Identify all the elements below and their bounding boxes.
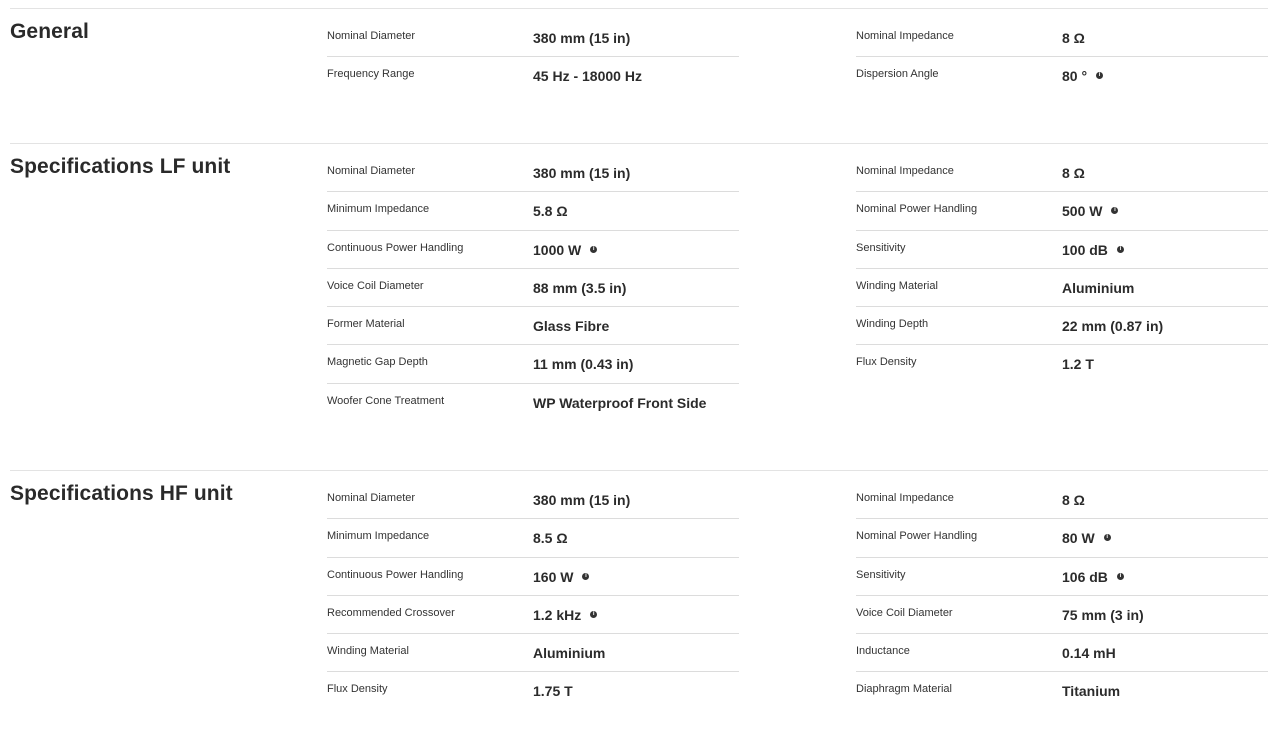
spec-column-right [856, 154, 1268, 384]
spec-label: Flux Density [856, 356, 917, 369]
spec-value [1062, 203, 1118, 219]
info-icon[interactable]: i [1117, 573, 1124, 580]
spec-label: Nominal Diameter [327, 30, 416, 42]
spec-value [533, 280, 626, 296]
spec-value-text: 75 mm (3 in) [1062, 606, 1144, 623]
spec-label: Voice Coil Diameter [327, 279, 424, 292]
spec-value [533, 569, 589, 585]
spec-value-text: Glass Fibre [533, 318, 610, 335]
spec-value-text: 1.2 T [1062, 356, 1094, 373]
spec-label: Sensitivity [856, 568, 906, 581]
spec-value [533, 530, 568, 546]
spec-label: Voice Coil Diameter [856, 606, 953, 619]
spec-label: Nominal Power Handling [856, 203, 978, 216]
spec-label: Continuous Power Handling [327, 568, 464, 581]
info-icon[interactable]: i [1104, 534, 1111, 541]
spec-label: Nominal Impedance [856, 30, 954, 42]
spec-label: Recommended Crossover [327, 606, 455, 619]
spec-value [1062, 165, 1085, 181]
spec-value [1062, 30, 1085, 46]
spec-label: Magnetic Gap Depth [327, 356, 428, 369]
spec-row [856, 345, 1268, 383]
spec-row [327, 19, 739, 57]
section-divider [10, 8, 1268, 9]
spec-label: Nominal Diameter [327, 165, 416, 177]
spec-value-text: 8.5 Ω [533, 530, 568, 547]
spec-row [856, 19, 1268, 57]
spec-label: Winding Material [327, 645, 409, 658]
spec-row [327, 672, 739, 710]
spec-value-text: 45 Hz - 18000 Hz [533, 68, 642, 85]
spec-value-text: 8 Ω [1062, 30, 1085, 46]
spec-label: Sensitivity [856, 241, 906, 254]
spec-label: Nominal Power Handling [856, 530, 978, 543]
spec-label: Winding Material [856, 279, 938, 292]
spec-row [327, 596, 739, 634]
spec-value [533, 203, 568, 219]
section-divider [10, 470, 1268, 471]
spec-label: Continuous Power Handling [327, 241, 464, 254]
spec-row [856, 269, 1268, 307]
spec-row [327, 481, 739, 519]
spec-row [856, 672, 1268, 710]
spec-value-text: 11 mm (0.43 in) [533, 356, 634, 373]
spec-label: Frequency Range [327, 68, 415, 81]
spec-row [327, 307, 739, 345]
spec-value-text: 100 dB [1062, 241, 1108, 258]
spec-value [1062, 645, 1116, 661]
spec-value [533, 68, 642, 84]
spec-row [327, 154, 739, 192]
spec-column-left [327, 481, 739, 711]
spec-value-text: 1000 W [533, 241, 582, 258]
section-divider [10, 143, 1268, 144]
spec-row [327, 269, 739, 307]
spec-row [856, 307, 1268, 345]
spec-row [856, 231, 1268, 269]
spec-value [1062, 280, 1134, 296]
spec-column-left [327, 154, 739, 422]
spec-value [533, 165, 630, 181]
spec-column-left [327, 19, 739, 96]
spec-row [327, 231, 739, 269]
info-icon[interactable]: i [582, 573, 589, 580]
spec-value [1062, 569, 1124, 585]
spec-value-text: 8 Ω [1062, 492, 1085, 508]
spec-row [327, 192, 739, 230]
spec-value [533, 607, 597, 623]
spec-row [856, 558, 1268, 596]
spec-value-text: Titanium [1062, 683, 1121, 700]
spec-value-text: 160 W [533, 568, 574, 585]
spec-row [327, 558, 739, 596]
spec-value [1062, 530, 1111, 546]
spec-row [856, 481, 1268, 519]
spec-label: Inductance [856, 645, 910, 658]
spec-label: Nominal Diameter [327, 492, 416, 504]
spec-value-text: 380 mm (15 in) [533, 165, 631, 181]
spec-value-text: WP Waterproof Front Side [533, 394, 707, 411]
spec-label: Minimum Impedance [327, 203, 430, 216]
spec-column-right [856, 19, 1268, 96]
spec-value [1062, 318, 1163, 334]
spec-row [856, 154, 1268, 192]
spec-label: Winding Depth [856, 318, 929, 331]
spec-row [327, 384, 739, 422]
spec-label: Nominal Impedance [856, 165, 954, 177]
spec-value [1062, 607, 1144, 623]
spec-value [533, 683, 573, 699]
spec-row [856, 57, 1268, 95]
spec-value [533, 395, 706, 411]
spec-value [533, 242, 597, 258]
spec-value-text: Aluminium [1062, 279, 1135, 296]
spec-label: Dispersion Angle [856, 68, 939, 81]
spec-value-text: 1.75 T [533, 683, 573, 700]
spec-value-text: 1.2 kHz [533, 606, 582, 623]
spec-value-text: 80 W [1062, 530, 1095, 547]
info-icon[interactable]: i [1111, 207, 1118, 214]
spec-value-text: 500 W [1062, 203, 1103, 220]
spec-value [1062, 68, 1103, 84]
spec-value [1062, 683, 1120, 699]
spec-row [856, 596, 1268, 634]
spec-row [327, 345, 739, 383]
spec-row [856, 192, 1268, 230]
section-title: Specifications LF unit [10, 155, 231, 178]
spec-column-right [856, 481, 1268, 711]
info-icon[interactable]: i [1096, 72, 1103, 79]
spec-label: Nominal Impedance [856, 492, 954, 504]
spec-row [327, 634, 739, 672]
spec-value [533, 356, 633, 372]
info-icon[interactable]: i [590, 611, 597, 618]
spec-value-text: 0.14 mH [1062, 645, 1116, 662]
spec-value-text: 380 mm (15 in) [533, 30, 631, 46]
spec-value-text: 22 mm (0.87 in) [1062, 318, 1164, 335]
spec-value [1062, 492, 1085, 508]
section-title: Specifications HF unit [10, 482, 233, 505]
spec-label: Former Material [327, 318, 405, 331]
spec-value [1062, 242, 1124, 258]
spec-value [1062, 356, 1094, 372]
spec-row [327, 519, 739, 557]
spec-value-text: Aluminium [533, 645, 606, 662]
info-icon[interactable]: i [590, 246, 597, 253]
spec-value-text: 5.8 Ω [533, 203, 568, 220]
spec-value [533, 30, 630, 46]
spec-value-text: 106 dB [1062, 568, 1108, 585]
spec-label: Minimum Impedance [327, 530, 430, 543]
spec-row [856, 634, 1268, 672]
spec-value [533, 492, 630, 508]
spec-value-text: 380 mm (15 in) [533, 492, 631, 508]
spec-value [533, 318, 609, 334]
info-icon[interactable]: i [1117, 246, 1124, 253]
spec-label: Diaphragm Material [856, 683, 952, 696]
spec-row [327, 57, 739, 95]
spec-value-text: 88 mm (3.5 in) [533, 279, 627, 296]
section-title: General [10, 20, 89, 43]
spec-label: Flux Density [327, 683, 388, 696]
spec-row [856, 519, 1268, 557]
spec-value [533, 645, 605, 661]
spec-value-text: 8 Ω [1062, 165, 1085, 181]
spec-label: Woofer Cone Treatment [327, 394, 445, 407]
spec-value-text: 80 ° [1062, 68, 1088, 85]
